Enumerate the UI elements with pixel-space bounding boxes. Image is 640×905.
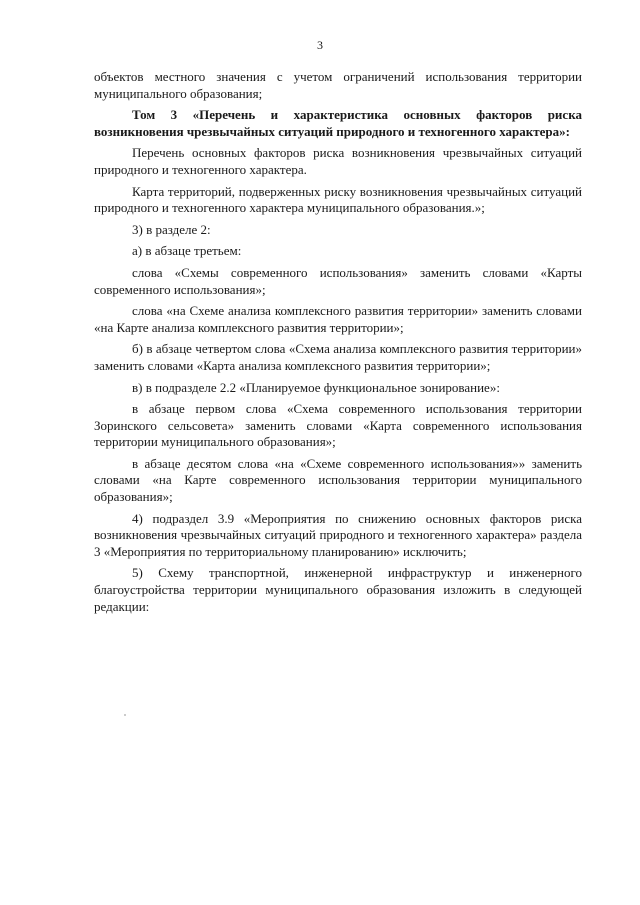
paragraph-item-4: 4) подраздел 3.9 «Мероприятия по снижению основных факторов риска возникновения чрезвычайных ситуаций природного и техногенного характера» раздела 3 «Мероприятия по территориальному планированию» исключить; <box>94 510 582 559</box>
volume-3-heading: Том 3 «Перечень и характеристика основных факторов риска возникновения чрезвычайных ситуаций природного и техногенного характера»: <box>94 107 582 139</box>
paragraph-item-b: б) в абзаце четвертом слова «Схема анализа комплексного развития территории» заменить словами «Карта анализа комплексного развития территории»; <box>94 341 582 373</box>
paragraph-continuation: объектов местного значения с учетом ограничений использования территории муниципального образования; <box>94 69 582 101</box>
paragraph-tenth-abzats: в абзаце десятом слова «на «Схеме современного использования»» заменить словами «на Карте современного использования территории муниципального образования»; <box>94 455 582 505</box>
paragraph-item-5: 5) Схему транспортной, инженерной инфраструктур и инженерного благоустройства территории муниципального образования изложить в следующей редакции: <box>94 565 582 614</box>
paragraph-item-v: в) в подразделе 2.2 «Планируемое функциональное зонирование»: <box>132 379 500 395</box>
paragraph-item-a: а) в абзаце третьем: <box>132 243 242 259</box>
paragraph-words-analysis: слова «на Схеме анализа комплексного развития территории» заменить словами «на Карте анализа комплексного развития территории»; <box>94 303 582 335</box>
paragraph-risk-map: Карта территорий, подверженных риску возникновения чрезвычайных ситуаций природного и техногенного характера муниципального образования.»; <box>94 183 582 216</box>
paragraph-first-abzats: в абзаце первом слова «Схема современного использования территории Зоринского сельсовета» заменить словами «Карта современного использования территории муниципального образования»; <box>94 401 582 450</box>
paragraph-words-current-use: слова «Схемы современного использования» заменить словами «Карты современного использования»; <box>94 264 582 297</box>
scan-dot-mark <box>124 714 126 716</box>
document-body <box>94 69 582 620</box>
paragraph-section-2: 3) в разделе 2: <box>132 221 211 237</box>
paragraph-risk-factors-list: Перечень основных факторов риска возникновения чрезвычайных ситуаций природного и техногенного характера. <box>94 145 582 177</box>
page-number: 3 <box>317 38 323 52</box>
